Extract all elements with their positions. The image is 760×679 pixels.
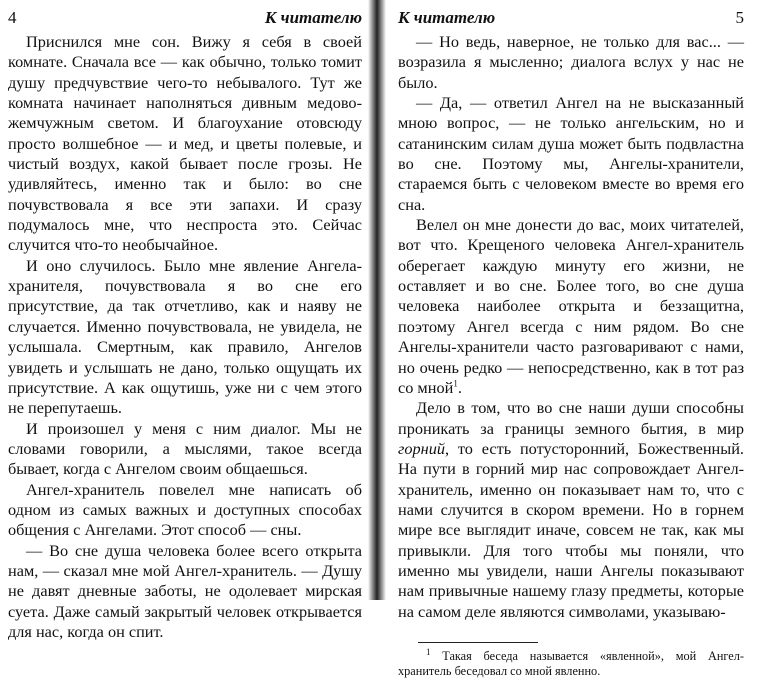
paragraph: И оно случилось. Было мне явление Ангела-хранителя, почувствовала я во сне его присутствие, да так отчетливо, как и наяву не случается. Именно почувствовала, не увидела, не услышала. Смертным, как правило, Ангелов увидеть и услышать не дано, только ощущать их присутствие. А как ощутишь, уже ни с чем этого не перепутаешь. bbox=[8, 255, 362, 418]
footnote bbox=[398, 646, 744, 679]
footnote-marker: 1 bbox=[453, 378, 458, 389]
paragraph-text: , то есть потусторонний, Божественный. На пути в горний мир нас сопровождает Ангел-хранитель, именно он показывает нам то, что с нами случится в скором времени. Но в горнем мире все выглядит иначе, совсем не так, как мы привыкли. Для того чтобы мы поняли, что именно мы увидели, наши Ангелы показывают нам привычные нашему глазу предметы, которые на самом деле являются символами, указываю- bbox=[398, 438, 744, 621]
paragraph: Приснился мне сон. Вижу я себя в своей комнате. Сначала все — как обычно, только томит душу предчувствие чего-то небывалого. Тут же комната начинает наполняться дивным медово-жемчужным светом. И благоухание отовсюду просто волшебное — и мед, и цветы полевые, и чистый воздух, какой бывает после грозы. Не удивляйтесь, именно так и было: во сне почувствовала я все эти запахи. И сразу подумалось мне, что неспроста это. Сейчас случится что-то необычайное. bbox=[8, 32, 362, 255]
left-page bbox=[0, 0, 372, 641]
page-number: 4 bbox=[8, 8, 17, 27]
right-page bbox=[384, 0, 760, 678]
paragraph: — Во сне душа человека более всего открыта нам, — сказал мне мой Ангел-хранитель. — Душу не давят дневные заботы, не одолевает мирская суета. Даже самый закрытый человек открывается для нас, когда он спит. bbox=[8, 540, 362, 641]
paragraph: Велел он мне донести до вас, моих читателей, вот что. Крещеного человека Ангел-хранитель оберегает каждую минуту его жизни, не оставляет и во сне. Более того, во сне душа человека наиболее открыта и беззащитна, поэтому Ангел всегда с ним рядом. Во сне Ангелы-хранители часто разговаривают с нами, но очень редко — непосредственно, как в тот раз со мной$^1$. bbox=[398, 215, 744, 397]
italic-term: горний bbox=[398, 438, 445, 458]
paragraph: Ангел-хранитель повелел мне написать об одном из самых важных и доступных способах общения с Ангелами. Этот способ — сны. bbox=[8, 479, 362, 540]
paragraph-text: Дело в том, что во сне наши души способны проникать за границы земного бытия, в мир bbox=[398, 398, 744, 438]
page-number: 5 bbox=[735, 8, 744, 27]
left-page-header bbox=[8, 6, 362, 32]
footnote-rule bbox=[418, 642, 538, 643]
paragraph-text: Велел он мне донести до вас, моих читателей, вот что. Крещеного человека Ангел-хранитель оберегает каждую минуту его жизни, не оставляет и во сне. Более того, во сне душа человека наиболее открыта и беззащитна, поэтому Ангел всегда с ним рядом. Во сне Ангелы-хранители часто разговаривают с нами, но очень редко — непосредственно, как в тот раз со мной bbox=[398, 215, 744, 397]
footnote-marker: 1 bbox=[426, 646, 431, 657]
running-title: К читателю bbox=[398, 8, 496, 27]
right-page-header bbox=[398, 6, 744, 32]
paragraph bbox=[398, 398, 744, 622]
footnote-text: Такая беседа называется «явленной», мой Ангел-хранитель беседовал со мной явленно. bbox=[398, 648, 744, 678]
running-title: К читателю bbox=[264, 8, 362, 27]
paragraph: — Да, — ответил Ангел на не высказанный мною вопрос, — не только ангельским, но и сатанинским силам душа может быть подвластна во сне. Поэтому мы, Ангелы-хранители, стараемся быть с человеком вместе во время его сна. bbox=[398, 93, 744, 214]
paragraph: — Но ведь, наверное, не только для вас... — возразила я мысленно; диалога вслух у нас не было. bbox=[398, 32, 744, 92]
paragraph: И произошел у меня с ним диалог. Мы не словами говорили, а мыслями, такое всегда бывает, когда с Ангелом своим общаешься. bbox=[8, 418, 362, 479]
